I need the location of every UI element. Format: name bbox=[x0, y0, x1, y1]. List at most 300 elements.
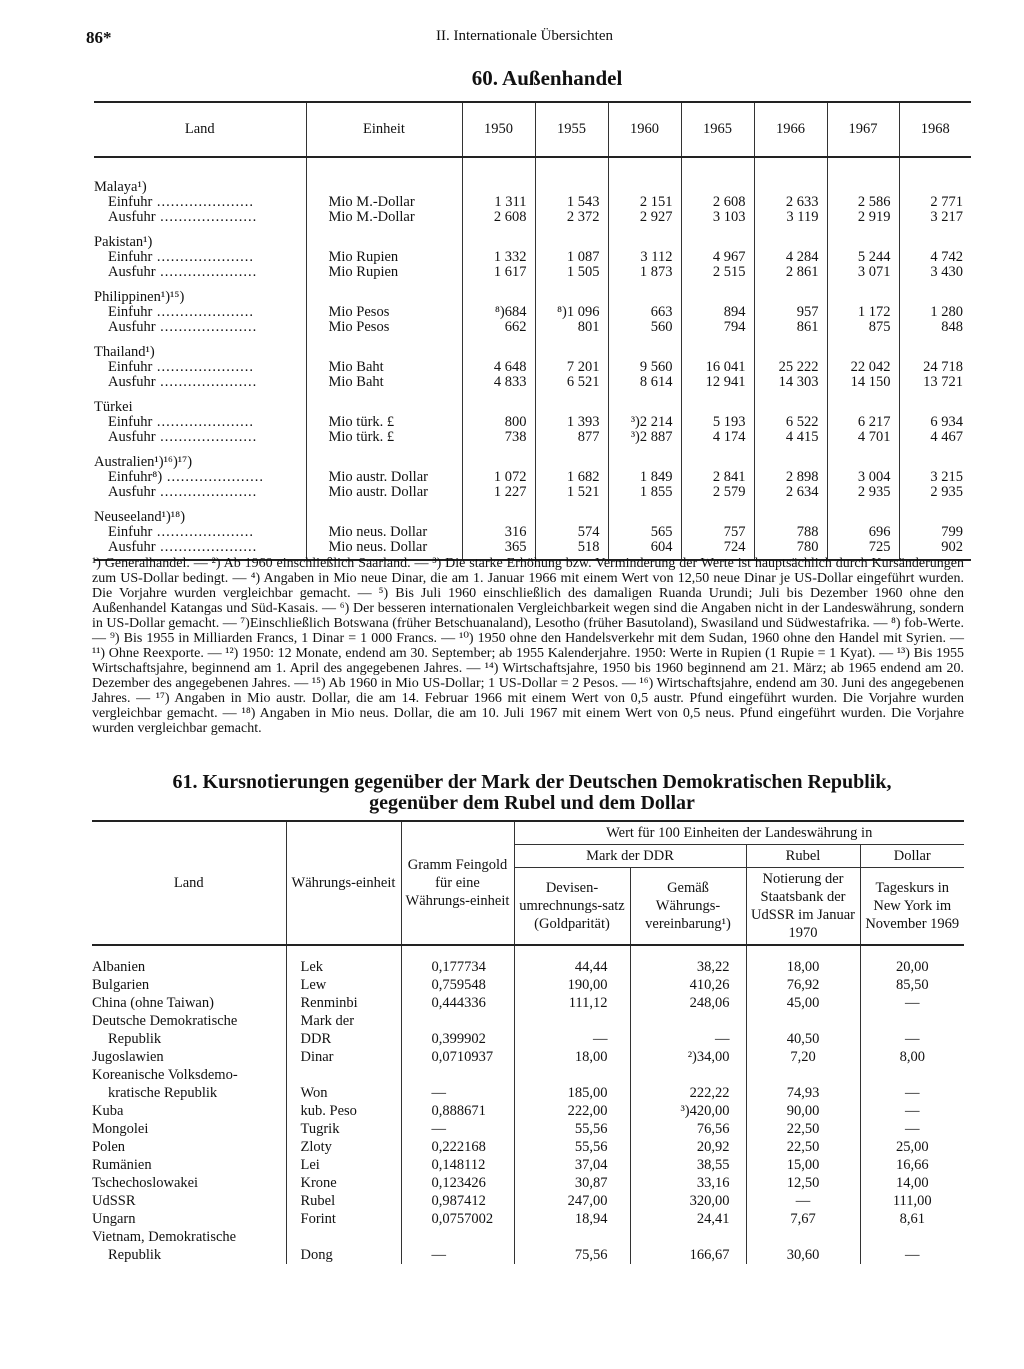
col-header-notierung: Notierung der Staatsbank der UdSSR im Januar 1970 bbox=[746, 868, 860, 946]
empty-cell bbox=[608, 445, 681, 470]
empty-cell bbox=[681, 225, 754, 250]
unit-cell: Mio M.-Dollar bbox=[306, 195, 462, 210]
column-header: 1960 bbox=[608, 102, 681, 157]
value-cell: 2 919 bbox=[827, 210, 899, 225]
empty-cell bbox=[827, 445, 899, 470]
col-header-rubel: Rubel bbox=[746, 845, 860, 868]
unit-cell: Mio austr. Dollar bbox=[306, 470, 462, 485]
currency-unit bbox=[286, 1066, 401, 1084]
row-label-text: Einfuhr ..... bbox=[108, 414, 254, 430]
country-row bbox=[94, 445, 971, 470]
empty-cell bbox=[462, 335, 535, 360]
value-cell: 662 bbox=[462, 320, 535, 335]
unit-cell: Mio neus. Dollar bbox=[306, 525, 462, 540]
currency-unit: Won bbox=[286, 1084, 401, 1102]
rubel-value: 45,00 bbox=[746, 994, 860, 1012]
currency-unit: kub. Peso bbox=[286, 1102, 401, 1120]
currency-unit: Tugrik bbox=[286, 1120, 401, 1138]
rubel-value: 18,00 bbox=[746, 945, 860, 976]
rubel-value: 30,60 bbox=[746, 1246, 860, 1264]
table-row bbox=[94, 415, 971, 430]
value-cell: 3 217 bbox=[899, 210, 971, 225]
devisen-value: 30,87 bbox=[514, 1174, 630, 1192]
value-cell: 2 515 bbox=[681, 265, 754, 280]
country-name: Tschechoslowakei bbox=[92, 1175, 199, 1191]
column-header: 1965 bbox=[681, 102, 754, 157]
value-cell: 2 372 bbox=[535, 210, 608, 225]
devisen-value: 44,44 bbox=[514, 945, 630, 976]
dollar-value: 8,00 bbox=[860, 1048, 964, 1066]
gemaess-value: 222,22 bbox=[630, 1084, 746, 1102]
gemaess-value: — bbox=[630, 1030, 746, 1048]
value-cell: 1 505 bbox=[535, 265, 608, 280]
page-number: 86* bbox=[86, 28, 112, 47]
empty-cell bbox=[754, 225, 827, 250]
table-row bbox=[94, 525, 971, 540]
unit-cell: Mio Pesos bbox=[306, 320, 462, 335]
table-row bbox=[94, 195, 971, 210]
rubel-value: 15,00 bbox=[746, 1156, 860, 1174]
empty-cell bbox=[827, 280, 899, 305]
empty-cell bbox=[681, 280, 754, 305]
row-label bbox=[94, 305, 306, 320]
col-header-value-per-100: Wert für 100 Einheiten der Landeswährung in bbox=[514, 821, 964, 845]
dollar-value: — bbox=[860, 1102, 964, 1120]
country-name: Bulgarien bbox=[92, 977, 150, 993]
value-cell: 22 042 bbox=[827, 360, 899, 375]
value-cell: 725 bbox=[827, 540, 899, 560]
col-header-currency-unit: Währungs-einheit bbox=[286, 821, 401, 945]
table-row bbox=[92, 1246, 964, 1264]
empty-cell bbox=[608, 280, 681, 305]
gold-grams: 0,222168 bbox=[401, 1138, 514, 1156]
country-name: Rumänien bbox=[92, 1157, 152, 1173]
devisen-value: 222,00 bbox=[514, 1102, 630, 1120]
table-61-title-line-2: gegenüber dem Rubel und dem Dollar bbox=[369, 792, 695, 814]
table-row bbox=[92, 1066, 964, 1084]
country-row bbox=[94, 280, 971, 305]
devisen-value: 55,56 bbox=[514, 1138, 630, 1156]
value-cell: 1 072 bbox=[462, 470, 535, 485]
value-cell: 957 bbox=[754, 305, 827, 320]
row-label bbox=[94, 195, 306, 210]
row-label bbox=[94, 375, 306, 390]
gemaess-value: 166,67 bbox=[630, 1246, 746, 1264]
table-60-footnotes: ¹) Generalhandel. — ²) Ab 1960 einschließlich Saarland. — ³) Die starke Erhöhung bzw. Verminderung der Werte ist hauptsächlich durch Kursänderungen zum US-Dollar bedingt. — ⁴) Angaben in Mio neue Dinar, die am 1. Januar 1966 mit einem Wert von 12,50 neue Dinar je US-Dollar eingeführt wurden. Die Vorjahre wurden vergleichbar gemacht. — ⁵) Bis Juli 1960 einschließlich des damaligen Ruanda Urundi; Juli bis Dezember 1960 ohne den Außenhandel Katangas und Süd-Kasais. — ⁶) Der besseren internationalen Vergleichbarkeit wegen sind die Angaben nicht in der Landeswährung, sondern in US-Dollar gemacht. — ⁷)Einschließlich Botswana (früher Betschuanaland), Lesotho (früher Basutoland), Swasiland und Südwestafrika. — ⁸) fob-Werte. — ⁹) Bis 1955 in Milliarden Francs, 1 Dinar = 1 000 Francs. — ¹⁰) 1950 ohne den Handelsverkehr mit dem Sudan, 1960 ohne den Handel mit Syrien. — ¹¹) Ohne Reexporte. — ¹²) 1950: 12 Monate, endend am 30. September; ab 1955 Kalenderjahre. 1950: Werte in Rupien (1 Rupie = 1 Kyat). — ¹³) Bis 1955 Wirtschaftsjahre, beginnend am 1. April des angegebenen Jahres. — ¹⁴) Wirtschaftsjahre, 1950 bis 1960 beginnend am 21. März; ab 1965 endend am 20. Dezember des angegebenen Jahres. — ¹⁵) Ab 1960 in Mio US-Dollar; 1 US-Dollar = 2 Pesos. — ¹⁶) Wirtschaftsjahre, endend am 30. Juni des angegebenen Jahres. — ¹⁷) Angaben in Mio austr. Dollar, die am 14. Februar 1966 mit einem Wert von 0,5 austr. Pfund eingeführt wurden. Die Vorjahre wurden vergleichbar gemacht. — ¹⁸) Angaben in Mio neus. Dollar, die am 10. Juli 1967 mit einem Wert von 0,5 neus. Pfund eingeführt wurden. Die Vorjahre wurden vergleichbar gemacht. bbox=[92, 556, 964, 736]
table-row bbox=[92, 1102, 964, 1120]
table-row bbox=[94, 485, 971, 500]
empty-cell bbox=[754, 500, 827, 525]
exchange-rates-table bbox=[92, 820, 964, 1264]
value-cell: 2 633 bbox=[754, 195, 827, 210]
row-label-text: Einfuhr ..... bbox=[108, 524, 254, 540]
rubel-value: 40,50 bbox=[746, 1030, 860, 1048]
gold-grams: — bbox=[401, 1246, 514, 1264]
empty-cell bbox=[681, 335, 754, 360]
currency-unit: Lew bbox=[286, 976, 401, 994]
empty-cell bbox=[306, 390, 462, 415]
table-61-title bbox=[92, 772, 972, 814]
value-cell: 365 bbox=[462, 540, 535, 560]
col-header-gemaess: Gemäß Währungs-vereinbarung¹) bbox=[630, 868, 746, 946]
table-row bbox=[92, 1174, 964, 1192]
rubel-value: 90,00 bbox=[746, 1102, 860, 1120]
unit-cell: Mio türk. £ bbox=[306, 415, 462, 430]
dollar-value: 20,00 bbox=[860, 945, 964, 976]
rubel-value bbox=[746, 1012, 860, 1030]
value-cell: 3 071 bbox=[827, 265, 899, 280]
value-cell: 4 648 bbox=[462, 360, 535, 375]
rubel-value: 7,67 bbox=[746, 1210, 860, 1228]
value-cell: 604 bbox=[608, 540, 681, 560]
devisen-value: 18,00 bbox=[514, 1048, 630, 1066]
value-cell: 518 bbox=[535, 540, 608, 560]
country-name: Republik bbox=[108, 1031, 162, 1047]
row-label-text: Ausfuhr ..... bbox=[108, 209, 257, 225]
table-row bbox=[92, 994, 964, 1012]
country-row bbox=[94, 225, 971, 250]
value-cell: 1 682 bbox=[535, 470, 608, 485]
value-cell: 663 bbox=[608, 305, 681, 320]
devisen-value: 37,04 bbox=[514, 1156, 630, 1174]
devisen-value: — bbox=[514, 1030, 630, 1048]
empty-cell bbox=[827, 157, 899, 195]
row-label-text: Ausfuhr ..... bbox=[108, 539, 257, 555]
devisen-value: 185,00 bbox=[514, 1084, 630, 1102]
devisen-value bbox=[514, 1066, 630, 1084]
row-label-text: Einfuhr ..... bbox=[108, 304, 254, 320]
value-cell: 902 bbox=[899, 540, 971, 560]
gemaess-value: 38,22 bbox=[630, 945, 746, 976]
table-row bbox=[92, 1030, 964, 1048]
table-row bbox=[94, 430, 971, 445]
empty-cell bbox=[306, 445, 462, 470]
value-cell: 16 041 bbox=[681, 360, 754, 375]
value-cell: 12 941 bbox=[681, 375, 754, 390]
gemaess-value: 33,16 bbox=[630, 1174, 746, 1192]
empty-cell bbox=[899, 225, 971, 250]
value-cell: 1 087 bbox=[535, 250, 608, 265]
gemaess-value: 248,06 bbox=[630, 994, 746, 1012]
empty-cell bbox=[462, 500, 535, 525]
value-cell: 2 634 bbox=[754, 485, 827, 500]
empty-cell bbox=[681, 390, 754, 415]
dollar-value bbox=[860, 1012, 964, 1030]
table-row bbox=[94, 250, 971, 265]
table-61-title-line-1: 61. Kursnotierungen gegenüber der Mark der Deutschen Demokratischen Republik, bbox=[172, 771, 892, 793]
value-cell: 1 393 bbox=[535, 415, 608, 430]
country-name: Republik bbox=[108, 1247, 162, 1263]
country-name: Jugoslawien bbox=[92, 1049, 164, 1065]
value-cell: 4 742 bbox=[899, 250, 971, 265]
rubel-value: 74,93 bbox=[746, 1084, 860, 1102]
empty-cell bbox=[535, 445, 608, 470]
unit-cell: Mio türk. £ bbox=[306, 430, 462, 445]
section-heading: II. Internationale Übersichten bbox=[436, 28, 614, 44]
gold-grams: 0,759548 bbox=[401, 976, 514, 994]
unit-cell: Mio Rupien bbox=[306, 250, 462, 265]
devisen-value: 75,56 bbox=[514, 1246, 630, 1264]
country-name: Koreanische Volksdemo- bbox=[92, 1067, 238, 1083]
devisen-value: 18,94 bbox=[514, 1210, 630, 1228]
empty-cell bbox=[681, 445, 754, 470]
country-row bbox=[94, 500, 971, 525]
row-label-text: Einfuhr ..... bbox=[108, 194, 254, 210]
empty-cell bbox=[754, 157, 827, 195]
value-cell: 2 771 bbox=[899, 195, 971, 210]
value-cell: 780 bbox=[754, 540, 827, 560]
row-label-text: Ausfuhr ..... bbox=[108, 484, 257, 500]
foreign-trade-table bbox=[94, 101, 971, 561]
row-label bbox=[94, 430, 306, 445]
rubel-value: 7,20 bbox=[746, 1048, 860, 1066]
value-cell: 4 174 bbox=[681, 430, 754, 445]
empty-cell bbox=[462, 280, 535, 305]
dollar-value: 8,61 bbox=[860, 1210, 964, 1228]
table-row bbox=[94, 375, 971, 390]
gold-grams: 0,888671 bbox=[401, 1102, 514, 1120]
country-name: Malaya¹) bbox=[94, 179, 147, 195]
col-header-dollar: Dollar bbox=[860, 845, 964, 868]
unit-cell: Mio Baht bbox=[306, 360, 462, 375]
currency-unit: Dinar bbox=[286, 1048, 401, 1066]
value-cell: 788 bbox=[754, 525, 827, 540]
empty-cell bbox=[827, 500, 899, 525]
value-cell: 4 284 bbox=[754, 250, 827, 265]
gemaess-value: ²)34,00 bbox=[630, 1048, 746, 1066]
row-label-text: Einfuhr⁸) ..... bbox=[108, 469, 264, 485]
value-cell: 9 560 bbox=[608, 360, 681, 375]
value-cell: 4 701 bbox=[827, 430, 899, 445]
empty-cell bbox=[535, 157, 608, 195]
gemaess-value bbox=[630, 1228, 746, 1246]
value-cell: 2 841 bbox=[681, 470, 754, 485]
value-cell: 2 608 bbox=[681, 195, 754, 210]
empty-cell bbox=[899, 157, 971, 195]
value-cell: 848 bbox=[899, 320, 971, 335]
empty-cell bbox=[899, 280, 971, 305]
table-row bbox=[94, 210, 971, 225]
dollar-value: — bbox=[860, 1084, 964, 1102]
country-name: Albanien bbox=[92, 959, 146, 975]
value-cell: 7 201 bbox=[535, 360, 608, 375]
devisen-value bbox=[514, 1012, 630, 1030]
value-cell: 6 934 bbox=[899, 415, 971, 430]
value-cell: 861 bbox=[754, 320, 827, 335]
empty-cell bbox=[754, 280, 827, 305]
gold-grams: 0,399902 bbox=[401, 1030, 514, 1048]
value-cell: 1 849 bbox=[608, 470, 681, 485]
empty-cell bbox=[754, 335, 827, 360]
country-name: China (ohne Taiwan) bbox=[92, 995, 214, 1011]
currency-unit bbox=[286, 1228, 401, 1246]
row-label bbox=[94, 415, 306, 430]
rubel-value bbox=[746, 1066, 860, 1084]
dollar-value: — bbox=[860, 994, 964, 1012]
value-cell: 1 617 bbox=[462, 265, 535, 280]
value-cell: 2 151 bbox=[608, 195, 681, 210]
country-row bbox=[94, 335, 971, 360]
gold-grams: 0,444336 bbox=[401, 994, 514, 1012]
empty-cell bbox=[306, 500, 462, 525]
value-cell: 877 bbox=[535, 430, 608, 445]
empty-cell bbox=[681, 157, 754, 195]
value-cell: ⁸)1 096 bbox=[535, 305, 608, 320]
country-name: kratische Republik bbox=[108, 1085, 218, 1101]
value-cell: 3 430 bbox=[899, 265, 971, 280]
col-header-gold-grams: Gramm Feingold für eine Währungs-einheit bbox=[401, 821, 514, 945]
column-header: Land bbox=[94, 102, 306, 157]
dollar-value: — bbox=[860, 1030, 964, 1048]
currency-unit: Mark der bbox=[286, 1012, 401, 1030]
value-cell: 6 522 bbox=[754, 415, 827, 430]
value-cell: 24 718 bbox=[899, 360, 971, 375]
currency-unit: Renminbi bbox=[286, 994, 401, 1012]
table-row bbox=[94, 470, 971, 485]
empty-cell bbox=[462, 157, 535, 195]
value-cell: 1 280 bbox=[899, 305, 971, 320]
value-cell: 13 721 bbox=[899, 375, 971, 390]
value-cell: 6 217 bbox=[827, 415, 899, 430]
row-label-text: Ausfuhr ..... bbox=[108, 264, 257, 280]
table-row bbox=[92, 1210, 964, 1228]
col-header-mark-ddr: Mark der DDR bbox=[514, 845, 746, 868]
value-cell: 2 898 bbox=[754, 470, 827, 485]
currency-unit: DDR bbox=[286, 1030, 401, 1048]
value-cell: 894 bbox=[681, 305, 754, 320]
value-cell: 25 222 bbox=[754, 360, 827, 375]
empty-cell bbox=[754, 390, 827, 415]
row-label-text: Ausfuhr ..... bbox=[108, 374, 257, 390]
gold-grams bbox=[401, 1012, 514, 1030]
empty-cell bbox=[535, 335, 608, 360]
row-label-text: Einfuhr ..... bbox=[108, 249, 254, 265]
value-cell: 8 614 bbox=[608, 375, 681, 390]
value-cell: 1 855 bbox=[608, 485, 681, 500]
currency-unit: Lei bbox=[286, 1156, 401, 1174]
row-label bbox=[94, 360, 306, 375]
country-name: Pakistan¹) bbox=[94, 234, 153, 250]
empty-cell bbox=[462, 445, 535, 470]
rubel-value: 22,50 bbox=[746, 1120, 860, 1138]
table-row bbox=[92, 1138, 964, 1156]
unit-cell: Mio neus. Dollar bbox=[306, 540, 462, 560]
devisen-value: 247,00 bbox=[514, 1192, 630, 1210]
devisen-value: 190,00 bbox=[514, 976, 630, 994]
value-cell: 1 227 bbox=[462, 485, 535, 500]
value-cell: 1 172 bbox=[827, 305, 899, 320]
row-label-text: Einfuhr ..... bbox=[108, 359, 254, 375]
empty-cell bbox=[535, 500, 608, 525]
empty-cell bbox=[899, 445, 971, 470]
row-label-text: Ausfuhr ..... bbox=[108, 319, 257, 335]
gold-grams: 0,987412 bbox=[401, 1192, 514, 1210]
gemaess-value bbox=[630, 1066, 746, 1084]
row-label bbox=[94, 470, 306, 485]
dollar-value: — bbox=[860, 1246, 964, 1264]
value-cell: 3 112 bbox=[608, 250, 681, 265]
gemaess-value: 24,41 bbox=[630, 1210, 746, 1228]
value-cell: 5 244 bbox=[827, 250, 899, 265]
gemaess-value: 320,00 bbox=[630, 1192, 746, 1210]
table-60-header-row bbox=[94, 102, 971, 157]
table-row bbox=[94, 320, 971, 335]
column-header: 1966 bbox=[754, 102, 827, 157]
value-cell: 1 521 bbox=[535, 485, 608, 500]
value-cell: 4 467 bbox=[899, 430, 971, 445]
value-cell: 3 119 bbox=[754, 210, 827, 225]
empty-cell bbox=[306, 157, 462, 195]
country-name: Ungarn bbox=[92, 1211, 136, 1227]
value-cell: 875 bbox=[827, 320, 899, 335]
country-name: Polen bbox=[92, 1139, 126, 1155]
table-row bbox=[92, 1156, 964, 1174]
value-cell: 800 bbox=[462, 415, 535, 430]
currency-unit: Rubel bbox=[286, 1192, 401, 1210]
gemaess-value bbox=[630, 1012, 746, 1030]
currency-unit: Forint bbox=[286, 1210, 401, 1228]
empty-cell bbox=[827, 225, 899, 250]
value-cell: ³)2 214 bbox=[608, 415, 681, 430]
gemaess-value: 410,26 bbox=[630, 976, 746, 994]
value-cell: 2 935 bbox=[827, 485, 899, 500]
empty-cell bbox=[306, 280, 462, 305]
value-cell: 2 935 bbox=[899, 485, 971, 500]
table-row bbox=[92, 976, 964, 994]
gold-grams: 0,0710937 bbox=[401, 1048, 514, 1066]
unit-cell: Mio Rupien bbox=[306, 265, 462, 280]
empty-cell bbox=[899, 335, 971, 360]
dollar-value: 14,00 bbox=[860, 1174, 964, 1192]
country-name: Kuba bbox=[92, 1103, 124, 1119]
table-row bbox=[92, 1228, 964, 1246]
value-cell: 757 bbox=[681, 525, 754, 540]
value-cell: 696 bbox=[827, 525, 899, 540]
value-cell: 799 bbox=[899, 525, 971, 540]
gold-grams: 0,0757002 bbox=[401, 1210, 514, 1228]
empty-cell bbox=[535, 280, 608, 305]
value-cell: 2 579 bbox=[681, 485, 754, 500]
value-cell: 574 bbox=[535, 525, 608, 540]
unit-cell: Mio M.-Dollar bbox=[306, 210, 462, 225]
dollar-value: 25,00 bbox=[860, 1138, 964, 1156]
empty-cell bbox=[462, 390, 535, 415]
value-cell: 3 103 bbox=[681, 210, 754, 225]
gold-grams: — bbox=[401, 1084, 514, 1102]
empty-cell bbox=[899, 500, 971, 525]
gold-grams: — bbox=[401, 1120, 514, 1138]
gold-grams bbox=[401, 1228, 514, 1246]
empty-cell bbox=[535, 225, 608, 250]
unit-cell: Mio Pesos bbox=[306, 305, 462, 320]
dollar-value: — bbox=[860, 1120, 964, 1138]
dollar-value: 111,00 bbox=[860, 1192, 964, 1210]
row-label bbox=[94, 485, 306, 500]
value-cell: 1 543 bbox=[535, 195, 608, 210]
column-header: 1968 bbox=[899, 102, 971, 157]
value-cell: ⁸)684 bbox=[462, 305, 535, 320]
dollar-value: 85,50 bbox=[860, 976, 964, 994]
unit-cell: Mio austr. Dollar bbox=[306, 485, 462, 500]
currency-unit: Zloty bbox=[286, 1138, 401, 1156]
table-row bbox=[92, 1084, 964, 1102]
currency-unit: Krone bbox=[286, 1174, 401, 1192]
empty-cell bbox=[306, 335, 462, 360]
devisen-value: 111,12 bbox=[514, 994, 630, 1012]
gemaess-value: 20,92 bbox=[630, 1138, 746, 1156]
value-cell: 4 415 bbox=[754, 430, 827, 445]
value-cell: 2 861 bbox=[754, 265, 827, 280]
